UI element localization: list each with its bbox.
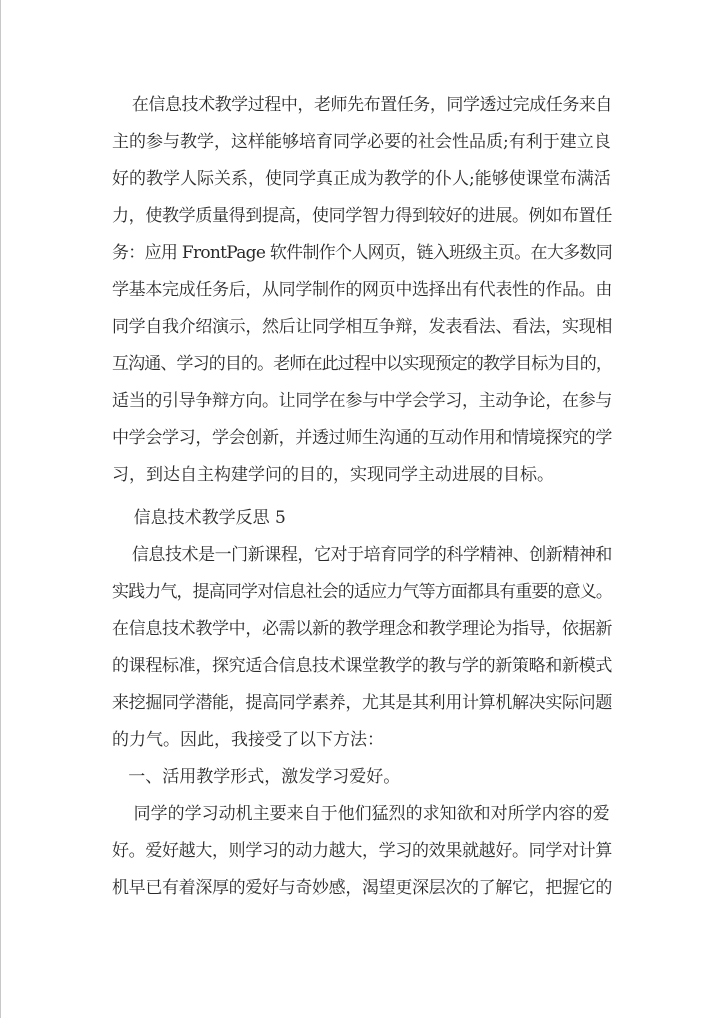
subheading: 一、活用教学形式，激发学习爱好。 [112,767,401,787]
text-line: 来挖掘同学潜能，提高同学素养，尤其是其利用计算机解决实际问题 [112,693,612,713]
text-line: 主的参与教学，这样能够培育同学必要的社会性品质;有利于建立良 [112,132,611,152]
text-line: 同学的学习动机主要来自于他们猛烈的求知欲和对所学内容的爱 [112,804,610,824]
text-line: 互沟通、学习的目的。老师在此过程中以实现预定的教学目标为目的， [112,354,612,374]
text-line: 的力气。因此，我接受了以下方法： [112,730,384,750]
text-line: 在信息技术教学中，必需以新的教学理念和教学理论为指导，依据新 [112,619,612,639]
text-line: 务：应用 FrontPage 软件制作个人网页，链入班级主页。在大多数同 [112,243,612,263]
text-line: 在信息技术教学过程中，老师先布置任务，同学透过完成任务来自 [112,95,612,115]
text-line: 习，到达自主构建学问的目的，实现同学主动进展的目标。 [112,465,554,485]
text-line: 好的教学人际关系，使同学真正成为教学的仆人;能够使课堂布满活 [112,169,611,189]
text-line: 的课程标准，探究适合信息技术课堂教学的教与学的新策略和新模式 [112,656,612,676]
page-left-border [0,0,1,1018]
text-line: 力，使教学质量得到提高，使同学智力得到较好的进展。例如布置任 [112,206,612,226]
text-line: 机早已有着深厚的爱好与奇妙感，渴望更深层次的了解它，把握它的 [112,878,612,898]
section-heading: 信息技术教学反思 5 [112,508,286,528]
text-line: 同学自我介绍演示，然后让同学相互争辩，发表看法、看法，实现相 [112,317,612,337]
text-line: 好。爱好越大，则学习的动力越大，学习的效果就越好。同学对计算 [112,841,612,861]
text-line: 中学会学习，学会创新，并透过师生沟通的互动作用和情境探究的学 [112,428,612,448]
text-line: 实践力气，提高同学对信息社会的适应力气等方面都具有重要的意义。 [112,582,612,602]
text-line: 适当的引导争辩方向。让同学在参与中学会学习，主动争论，在参与 [112,391,612,411]
text-line: 信息技术是一门新课程，它对于培育同学的科学精神、创新精神和 [112,545,612,565]
text-line: 学基本完成任务后，从同学制作的网页中选择出有代表性的作品。由 [112,280,612,300]
